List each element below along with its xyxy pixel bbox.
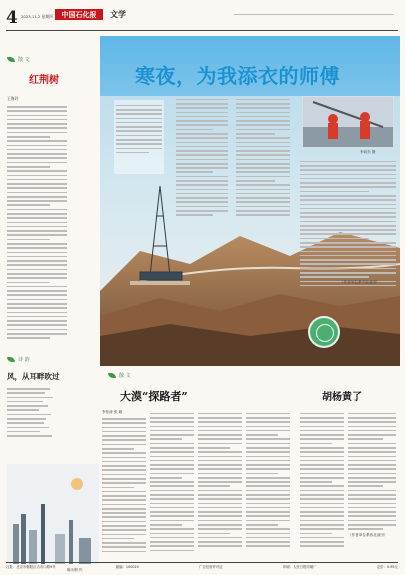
- left-column: [7, 56, 67, 354]
- footer-item: 社址：北京市朝阳区吉市口路9号: [6, 565, 56, 569]
- poetry-author: 陈永钢 作: [67, 568, 83, 572]
- lower-text-col-5: [300, 410, 344, 550]
- upper-text-col-2: [176, 96, 228, 246]
- lower-text-col-1: [102, 410, 146, 555]
- leaf-icon: [7, 357, 15, 362]
- lower-essay-subtitle: 胡杨黄了: [322, 392, 362, 403]
- essay-author: 王海玲: [7, 96, 19, 101]
- section-tag-poetry: 诗 韵: [7, 356, 99, 363]
- poetry-illustration: [7, 464, 99, 564]
- inset-photo: [302, 96, 394, 148]
- paper-logo: 中国石化报: [55, 9, 103, 20]
- page-number: 4: [6, 8, 18, 28]
- poetry-title: 风，从耳畔吹过: [7, 372, 60, 381]
- lower-text-col-6: [348, 410, 396, 538]
- inset-photo-caption: 李向东 摄: [360, 150, 376, 154]
- issue-date: 2023.11.2 星期四: [21, 14, 53, 19]
- header-rule: [6, 30, 398, 31]
- section-tag-prose-2: 散 文: [108, 372, 131, 379]
- banner-title: 寒夜，为我添衣的师傅: [135, 64, 340, 88]
- header-editor-info: [234, 11, 394, 18]
- masthead: [0, 0, 405, 30]
- leaf-icon: [108, 373, 116, 378]
- lower-essay-header: [100, 370, 398, 402]
- footer-item: 邮编：100020: [115, 565, 139, 569]
- footer-item: 印刷：人民日报印刷厂: [282, 565, 317, 569]
- poetry-verses: [7, 388, 61, 437]
- banner-intro-box: [114, 100, 164, 174]
- lower-text-col-4: [246, 410, 290, 550]
- badge-stamp: [310, 318, 338, 346]
- workers-image: [303, 97, 393, 147]
- lower-essay-ending: （作者单位系西北油田）: [348, 532, 388, 537]
- upper-text-col-3: [236, 96, 290, 246]
- lower-essay-title: 大漠“探路者”: [120, 390, 188, 403]
- section-name: 文学: [110, 10, 126, 19]
- upper-text-col-4: [300, 158, 396, 278]
- lower-text-col-2: [150, 410, 194, 554]
- lower-text-col-3: [198, 410, 242, 550]
- essay-title: 红荆树: [29, 75, 59, 86]
- leaf-icon: [7, 57, 15, 62]
- lower-byline: 李松涛 张 颖: [102, 410, 123, 414]
- upper-essay-ending: （作者单位系中原油田）: [340, 280, 380, 284]
- footer-item: 定价：0.95元: [376, 565, 398, 569]
- section-tag-prose: 散 文: [7, 56, 67, 63]
- footer: [6, 564, 398, 569]
- footer-rule: [6, 562, 398, 563]
- footer-item: 广告经营许可证: [198, 565, 223, 569]
- essay-body: [7, 106, 67, 339]
